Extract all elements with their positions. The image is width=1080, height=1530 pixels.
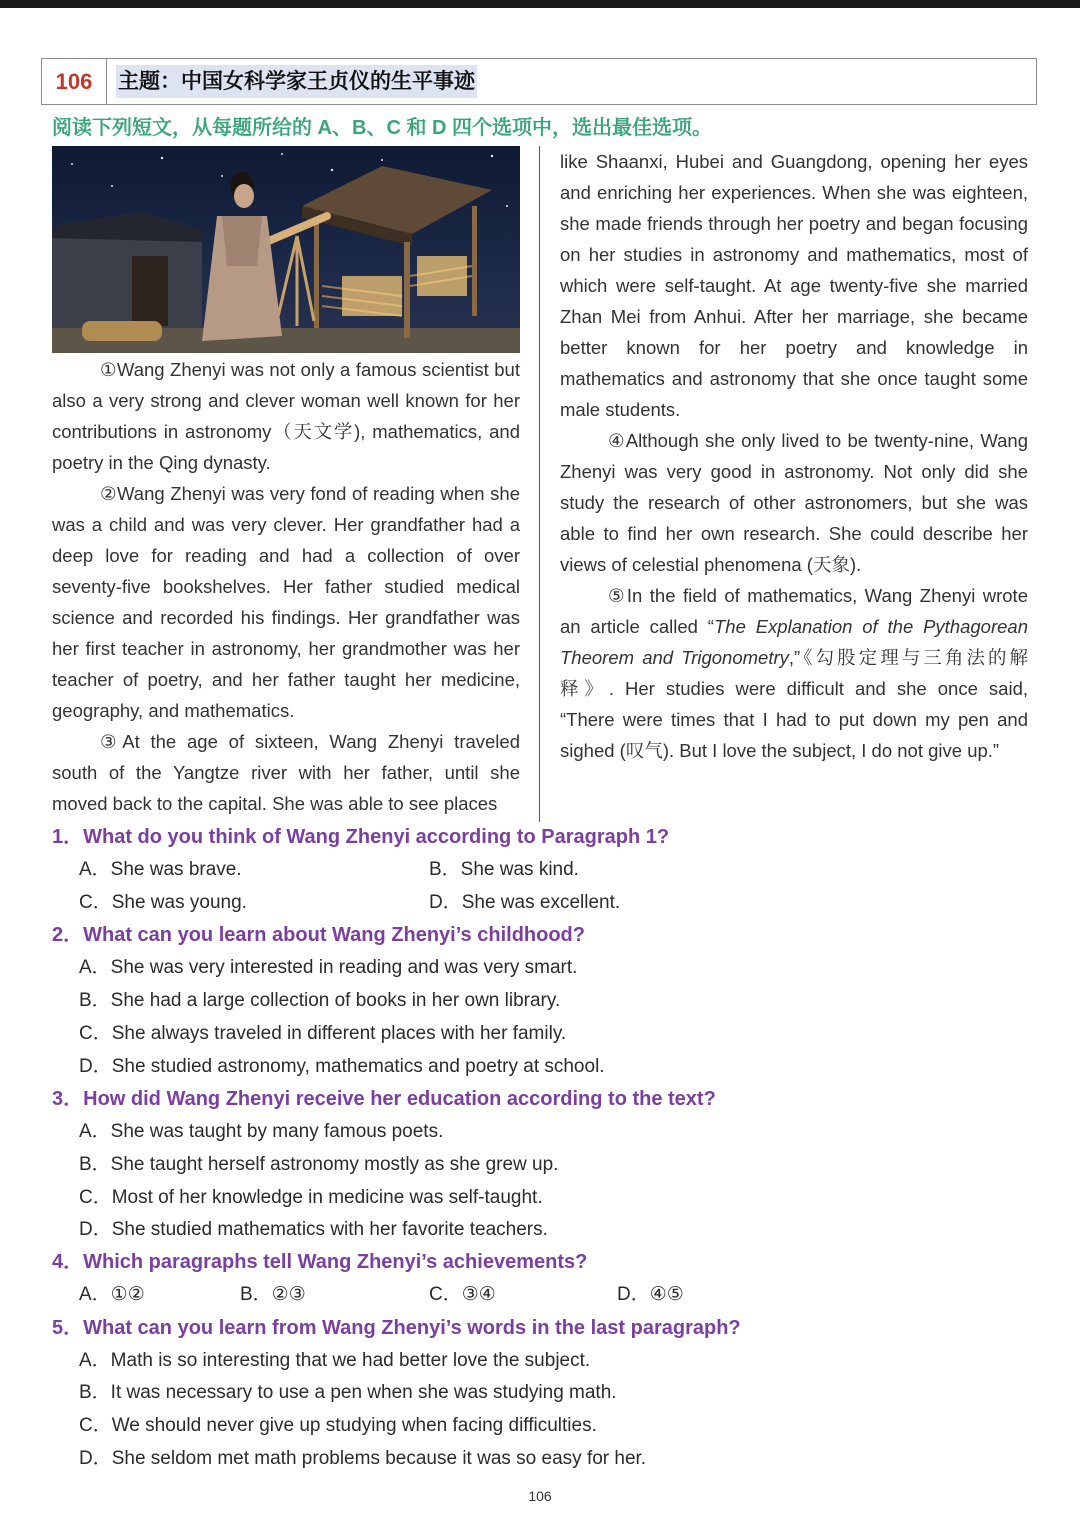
passage-right-column <box>560 146 1028 766</box>
column-divider <box>539 146 540 822</box>
paragraph-3-start: ③At the age of sixteen, Wang Zhenyi traveled south of the Yangtze river with her father, until she moved back to the capital. She was able to see places <box>52 731 520 814</box>
header-title: 主题：中国女科学家王贞仪的生平事迹 <box>116 65 477 98</box>
q1-option-b[interactable]: B．She was kind. <box>429 859 579 880</box>
paragraph-5-intro: ⑤In the field of mathematics, Wang Zhenyi wrote an article called “ <box>560 585 1028 637</box>
paragraph-1: ①Wang Zhenyi was not only a famous scientist but also a very strong and clever woman well known for her contributions in astronomy（天文学), mathematics, and poetry in the Qing dynasty. <box>52 359 520 473</box>
q1-option-a[interactable]: A．She was brave. <box>79 859 242 880</box>
q5-option-a[interactable]: A．Math is so interesting that we had better love the subject. <box>79 1350 591 1371</box>
q2-option-b[interactable]: B．She had a large collection of books in her own library. <box>79 990 561 1011</box>
q3-option-d[interactable]: D．She studied mathematics with her favorite teachers. <box>79 1219 548 1240</box>
q5-option-d[interactable]: D．She seldom met math problems because it was so easy for her. <box>79 1448 647 1469</box>
paragraph-4: ④Although she only lived to be twenty-nine, Wang Zhenyi was very good in astronomy. Not only did she study the research of other astronomers, but she was able to find her own research. She could describe her views of celestial phenomena (天象). <box>560 430 1028 575</box>
q5-option-b[interactable]: B．It was necessary to use a pen when she was studying math. <box>79 1382 617 1403</box>
q3-option-a[interactable]: A．She was taught by many famous poets. <box>79 1121 444 1142</box>
paragraph-5 <box>560 580 1028 766</box>
paragraph-3-continued: like Shaanxi, Hubei and Guangdong, opening her eyes and enriching her experiences. When she was eighteen, she made friends through her poetry and began focusing on her studies in astronomy and mathematics, most of which were self-taught. At age twenty-five she married Zhan Mei from Anhui. After her marriage, she became better known for her poetry and knowledge in mathematics and astronomy that she once taught some male students. <box>560 151 1028 420</box>
paragraph-5-body: ,”《勾股定理与三角法的解释》. Her studies were difficult and she once said, “There were times that I had to put down my pen and sighed (叹气). But I love the subject, I do not give up.” <box>560 647 1028 761</box>
q1-option-d[interactable]: D．She was excellent. <box>429 892 621 913</box>
q2-option-d[interactable]: D．She studied astronomy, mathematics and poetry at school. <box>79 1056 605 1077</box>
q5-option-c[interactable]: C．We should never give up studying when facing difficulties. <box>79 1415 597 1436</box>
article-title: The Explanation of the Pythagorean Theorem and Trigonometry <box>560 616 1029 668</box>
question-1: 1．What do you think of Wang Zhenyi according to Paragraph 1? <box>52 826 670 848</box>
q4-option-b[interactable]: B．②③ <box>240 1284 306 1305</box>
header <box>41 58 1037 105</box>
q4-option-a[interactable]: A．①② <box>79 1284 145 1305</box>
q4-option-c[interactable]: C．③④ <box>429 1284 496 1305</box>
header-number: 106 <box>42 59 107 104</box>
instruction: 阅读下列短文，从每题所给的 A、B、C 和 D 四个选项中，选出最佳选项。 <box>52 117 712 139</box>
q3-option-c[interactable]: C．Most of her knowledge in medicine was self-taught. <box>79 1187 543 1208</box>
top-border <box>0 0 1080 8</box>
question-5: 5．What can you learn from Wang Zhenyi’s words in the last paragraph? <box>52 1317 741 1339</box>
page-number: 106 <box>528 1488 552 1504</box>
q3-option-b[interactable]: B．She taught herself astronomy mostly as she grew up. <box>79 1154 559 1175</box>
illustration-astronomer <box>52 146 520 353</box>
paragraph-2: ②Wang Zhenyi was very fond of reading when she was a child and was very clever. Her grandfather had a deep love for reading and had a collection of over seventy-five bookshelves. Her father studied medical science and recorded his findings. Her grandfather was her first teacher in astronomy, her grandmother was her teacher of poetry, and her father taught her medicine, geography, and mathematics. <box>52 483 520 721</box>
question-2: 2．What can you learn about Wang Zhenyi’s childhood? <box>52 924 585 946</box>
q2-option-a[interactable]: A．She was very interested in reading and was very smart. <box>79 957 578 978</box>
q1-option-c[interactable]: C．She was young. <box>79 892 247 913</box>
question-3: 3．How did Wang Zhenyi receive her education according to the text? <box>52 1088 716 1110</box>
q2-option-c[interactable]: C．She always traveled in different places with her family. <box>79 1023 567 1044</box>
question-4: 4．Which paragraphs tell Wang Zhenyi’s achievements? <box>52 1251 588 1273</box>
q4-option-d[interactable]: D．④⑤ <box>617 1284 684 1305</box>
passage-left-column <box>52 354 520 819</box>
